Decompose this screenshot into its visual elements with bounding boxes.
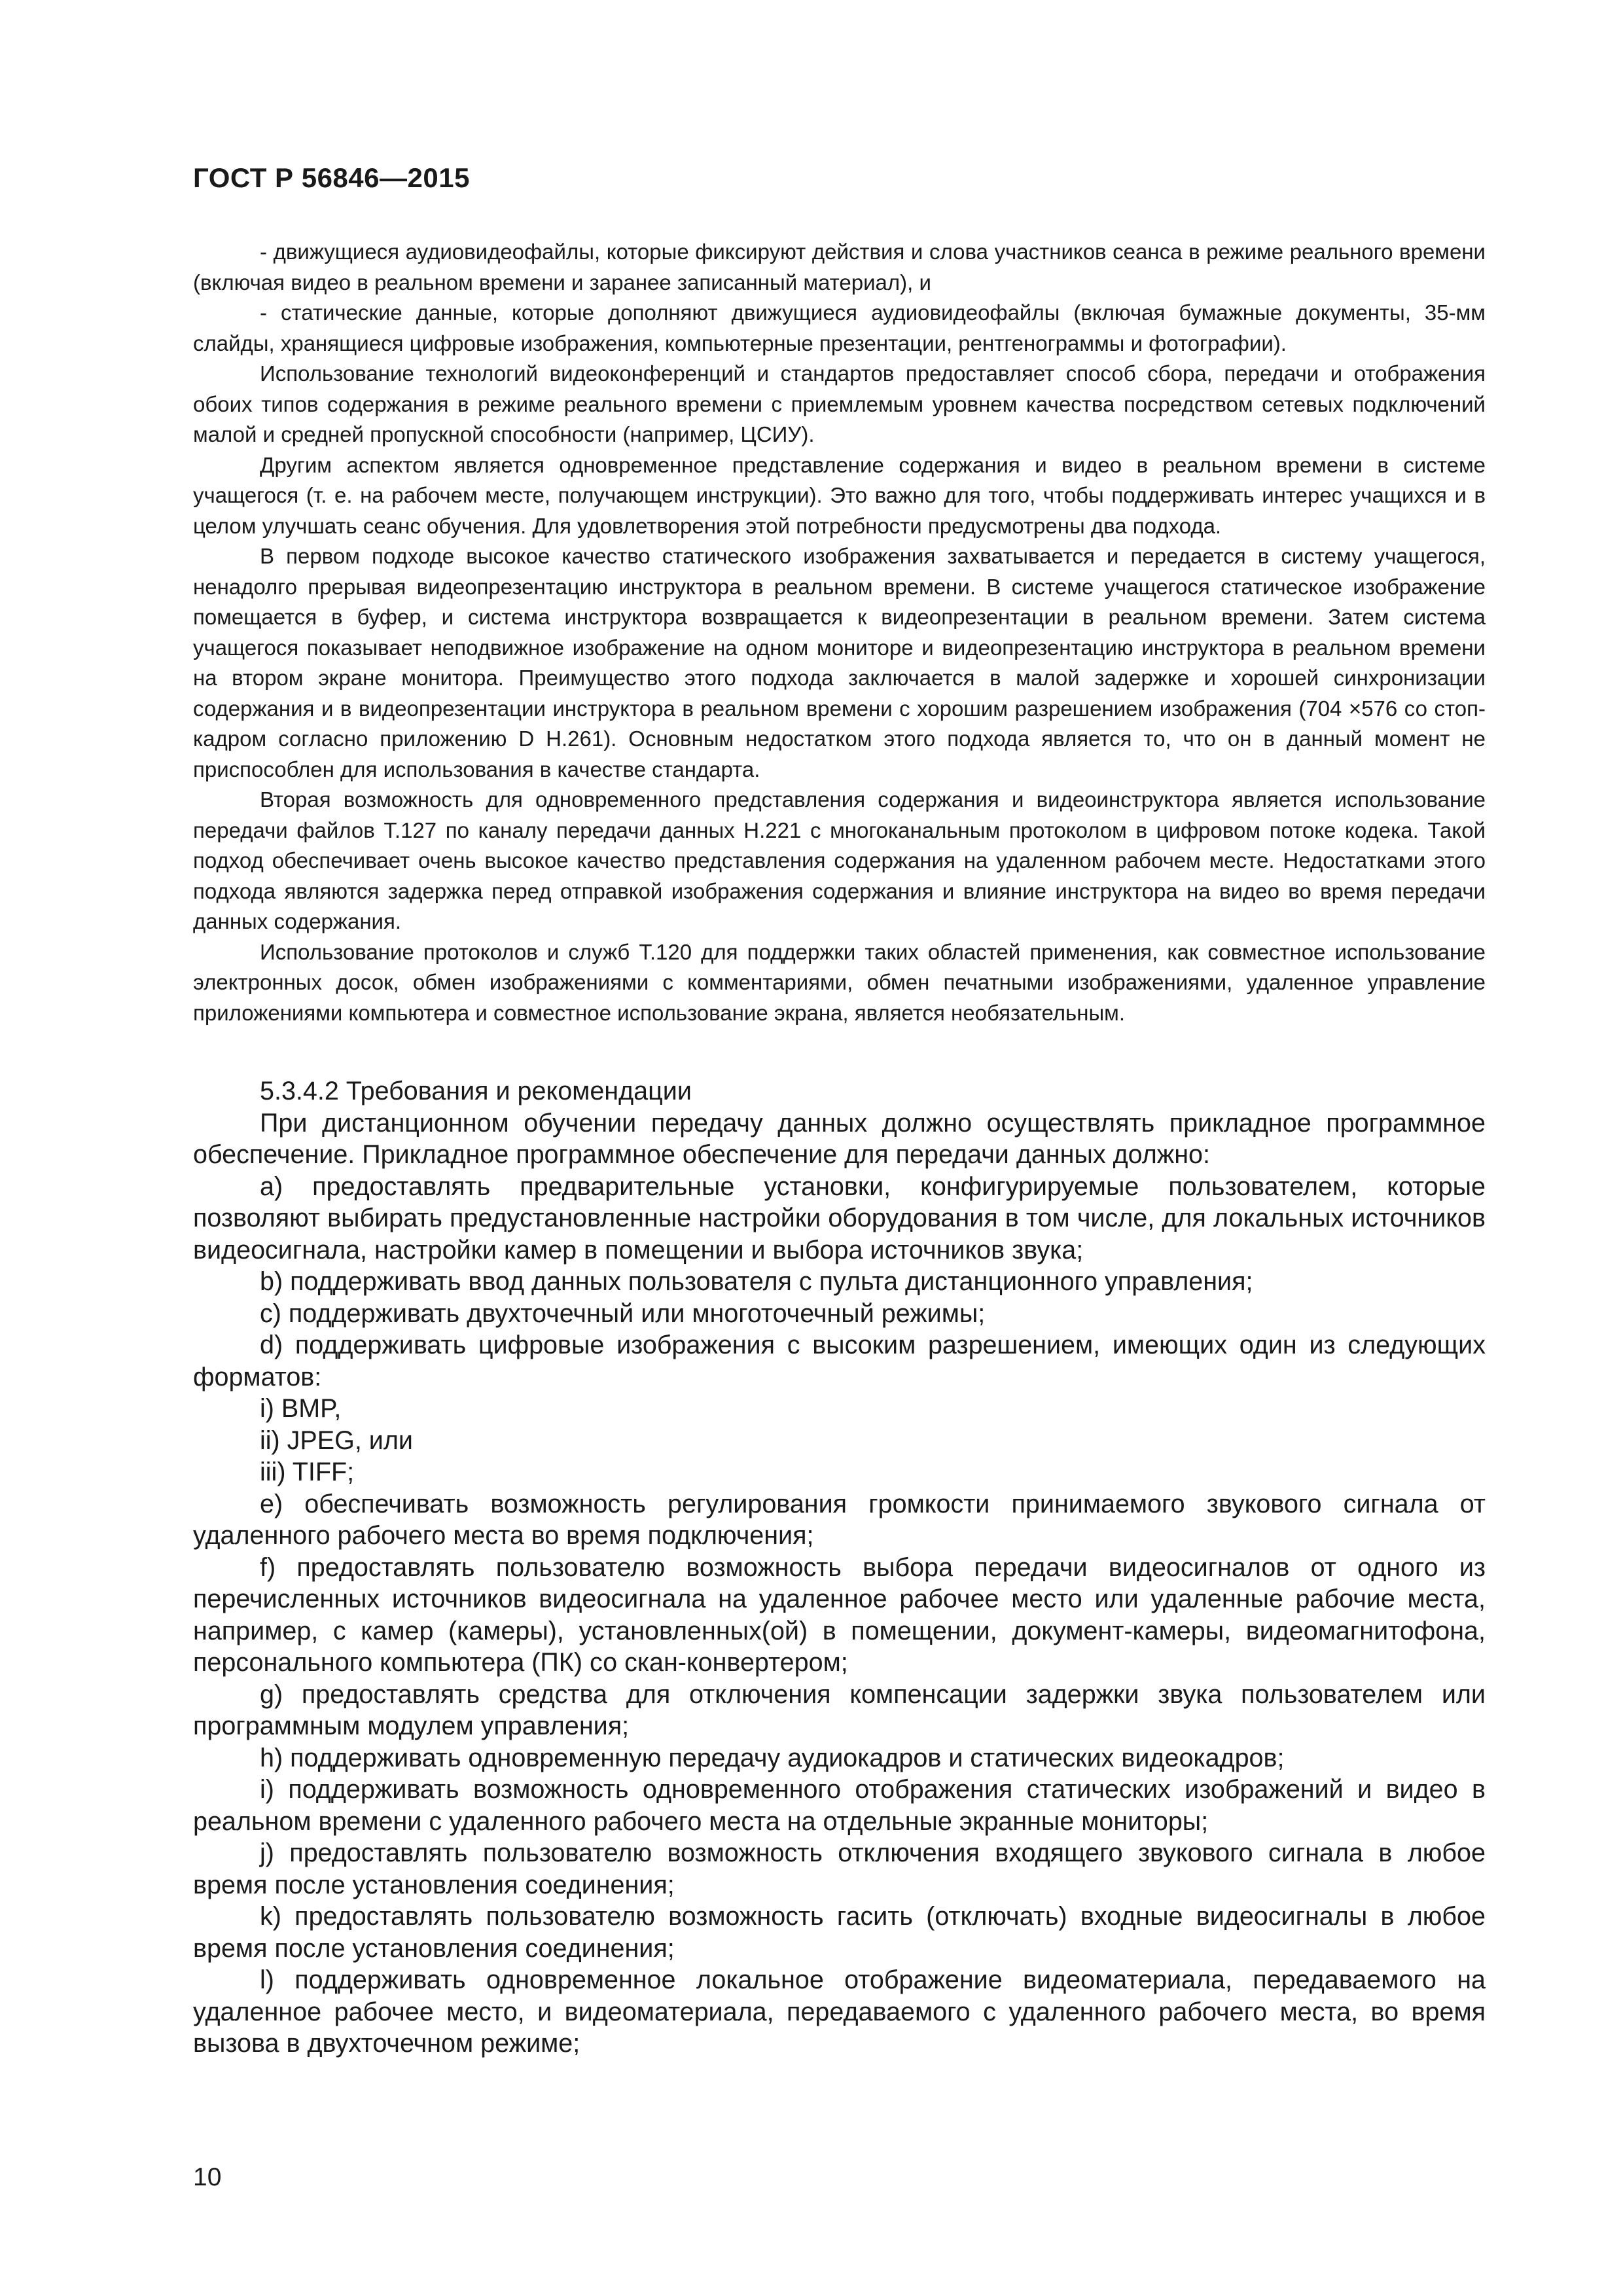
paragraph: Другим аспектом является одновременное представление содержания и видео в реальном времени в системе учащегося (т. е. на рабочем месте, получающем инструкции). Это важно для того, чтобы поддерживать интерес учащихся и в целом улучшать сеанс обучения. Для удовлетворения этой потребности предусмотрены два подхода. xyxy=(193,452,1486,538)
paragraph: - движущиеся аудиовидеофайлы, которые фиксируют действия и слова участников сеанса в режиме реального времени (включая видео в реальном времени и заранее записанный материал), и xyxy=(193,240,1486,295)
list-item: d) поддерживать цифровые изображения с высоким разрешением, имеющих один из следующих форматов: xyxy=(193,1331,1486,1391)
list-item: f) предоставлять пользователю возможность выбора передачи видеосигналов от одного из перечисленных источников видеосигнала на удаленное рабочее место или удаленные рабочие места, например, с камер (камеры), установленных(ой) в помещении, документ-камеры, видеомагнитофона, персонального компьютера (ПК) со скан-конвертером; xyxy=(193,1552,1486,1677)
paragraph: Использование технологий видеоконференций и стандартов предоставляет способ сбора, передачи и отображения обоих типов содержания в режиме реального времени с приемлемым уровнем качества посредством сетевых подключений малой и средней пропускной способности (например, ЦСИУ). xyxy=(193,361,1486,446)
paragraph: При дистанционном обучении передачу данных должно осуществлять прикладное программное обеспечение. Прикладное программное обеспечение для передачи данных должно: xyxy=(193,1108,1486,1169)
list-item: b) поддерживать ввод данных пользователя с пульта дистанционного управления; xyxy=(260,1267,1253,1296)
sub-list-item: iii) TIFF; xyxy=(260,1458,355,1486)
list-item: e) обеспечивать возможность регулирования громкости принимаемого звукового сигнала от удаленного рабочего места во время подключения; xyxy=(193,1489,1486,1550)
page-number: 10 xyxy=(193,2163,222,2191)
paragraph: - статические данные, которые дополняют движущиеся аудиовидеофайлы (включая бумажные документы, 35-мм слайды, хранящиеся цифровые изображения, компьютерные презентации, рентгенограммы и фотографии). xyxy=(193,300,1486,355)
list-item: l) поддерживать одновременное локальное отображение видеоматериала, передаваемого на удаленное рабочее место, и видеоматериала, передаваемого с удаленного рабочего места, во время вызова в двухточечном режиме; xyxy=(193,1965,1486,2058)
paragraph: Использование протоколов и служб Т.120 для поддержки таких областей применения, как совместное использование электронных досок, обмен изображениями с комментариями, обмен печатными изображениями, удаленное управление приложениями компьютера и совместное использование экрана, является необязательным. xyxy=(193,939,1486,1025)
list-item: g) предоставлять средства для отключения компенсации задержки звука пользователем или программным модулем управления; xyxy=(193,1679,1486,1740)
paragraph: Вторая возможность для одновременного представления содержания и видеоинструктора является использование передачи файлов Т.127 по каналу передачи данных H.221 с многоканальным протоколом в цифровом потоке кодека. Такой подход обеспечивает очень высокое качество представления содержания на удаленном рабочем месте. Недостатками этого подхода являются задержка перед отправкой изображения содержания и влияние инструктора на видео во время передачи данных содержания. xyxy=(193,787,1486,933)
section-heading: 5.3.4.2 Требования и рекомендации xyxy=(260,1077,692,1105)
sub-list-item: i) BMP, xyxy=(260,1394,342,1423)
list-item: j) предоставлять пользователю возможность отключения входящего звукового сигнала в любое время после установления соединения; xyxy=(193,1839,1486,1899)
list-item: a) предоставлять предварительные установки, конфигурируемые пользователем, которые позволяют выбирать предустановленные настройки оборудования в том числе, для локальных источников видеосигнала, настройки камер в помещении и выбора источников звука; xyxy=(193,1172,1486,1265)
section-content-description xyxy=(193,237,1486,1028)
list-item: h) поддерживать одновременную передачу аудиокадров и статических видеокадров; xyxy=(260,1743,1285,1772)
list-item: i) поддерживать возможность одновременного отображения статических изображений и видео в реальном времени с удаленного рабочего места на отдельные экранные мониторы; xyxy=(193,1775,1486,1836)
list-item: c) поддерживать двухточечный или многоточечный режимы; xyxy=(260,1299,986,1328)
list-item: k) предоставлять пользователю возможность гасить (отключать) входные видеосигналы в любое время после установления соединения; xyxy=(193,1902,1486,1963)
section-requirements xyxy=(193,1075,1486,2060)
sub-list-item: ii) JPEG, или xyxy=(260,1426,413,1455)
document-header: ГОСТ Р 56846—2015 xyxy=(193,162,470,193)
paragraph: В первом подходе высокое качество статического изображения захватывается и передается в систему учащегося, ненадолго прерывая видеопрезентацию инструктора в реальном времени. В системе учащегося статическое изображение помещается в буфер, и система инструктора возвращается к видеопрезентации в реальном времени. Затем система учащегося показывает неподвижное изображение на одном мониторе и видеопрезентацию инструктора в реальном времени на втором экране монитора. Преимущество этого подхода заключается в малой задержке и хорошей синхронизации содержания и в видеопрезентации инструктора в реальном времени с хорошим разрешением изображения (704 ×576 со стоп-кадром согласно приложению D H.261). Основным недостатком этого подхода является то, что он в данный момент не приспособлен для использования в качестве стандарта. xyxy=(193,544,1486,781)
